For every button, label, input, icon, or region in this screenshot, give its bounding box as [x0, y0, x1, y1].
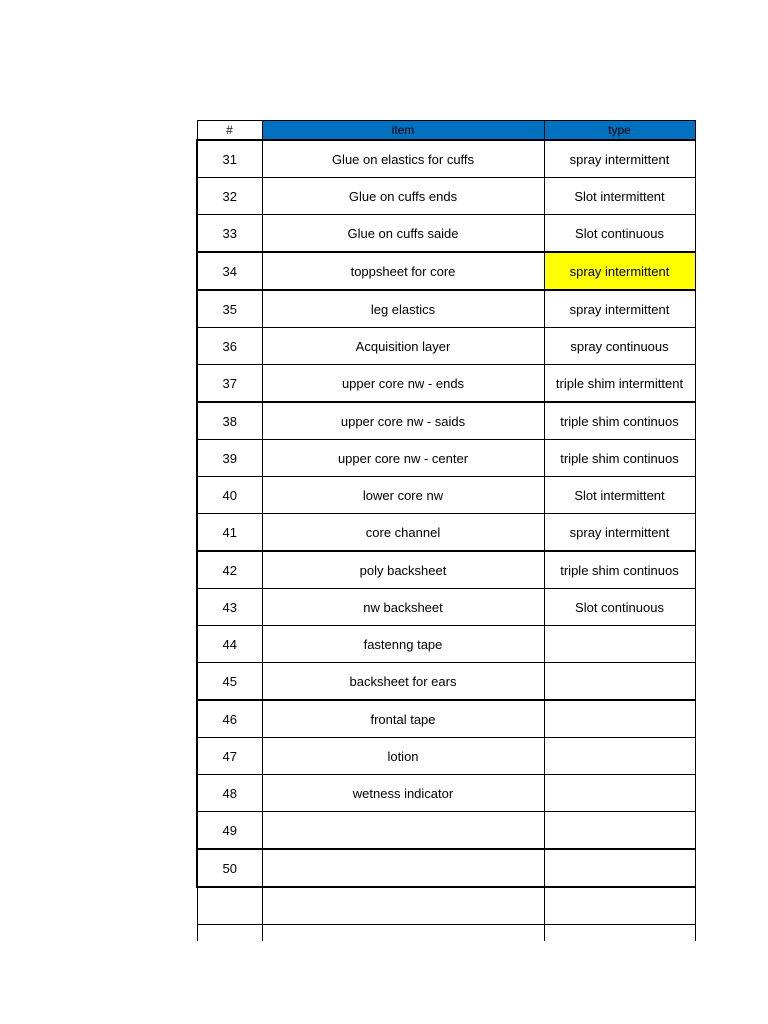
cell-type[interactable]	[544, 849, 695, 887]
table-row	[197, 365, 695, 403]
header-type[interactable]: type	[544, 121, 695, 141]
cell-num[interactable]: 45	[197, 663, 262, 701]
table-row	[197, 328, 695, 365]
cell-item[interactable]: lotion	[262, 738, 544, 775]
cell-num[interactable]: 44	[197, 626, 262, 663]
table-row	[197, 551, 695, 589]
cell-num[interactable]: 48	[197, 775, 262, 812]
cell-num[interactable]: 33	[197, 215, 262, 253]
cell-item[interactable]: Acquisition layer	[262, 328, 544, 365]
cell-item[interactable]: toppsheet for core	[262, 252, 544, 290]
cell-num[interactable]: 41	[197, 514, 262, 552]
cell-type[interactable]: Slot intermittent	[544, 477, 695, 514]
cell-num[interactable]: 43	[197, 589, 262, 626]
table-row	[197, 178, 695, 215]
cell-num[interactable]: 35	[197, 290, 262, 328]
cell-type[interactable]	[544, 812, 695, 850]
cell-type[interactable]: spray intermittent	[544, 252, 695, 290]
cell-item[interactable]: fastenng tape	[262, 626, 544, 663]
empty-cell[interactable]	[262, 887, 544, 925]
cell-item[interactable]	[262, 849, 544, 887]
item-type-table	[196, 120, 696, 941]
header-item[interactable]: item	[262, 121, 544, 141]
cell-num[interactable]: 46	[197, 700, 262, 738]
cell-num[interactable]: 32	[197, 178, 262, 215]
cell-item[interactable]: upper core nw - center	[262, 440, 544, 477]
cell-item[interactable]: frontal tape	[262, 700, 544, 738]
cell-item[interactable]: Glue on cuffs saide	[262, 215, 544, 253]
cell-type[interactable]	[544, 775, 695, 812]
cell-item[interactable]	[262, 812, 544, 850]
cell-num[interactable]: 31	[197, 140, 262, 178]
cell-item[interactable]: nw backsheet	[262, 589, 544, 626]
cell-num[interactable]: 47	[197, 738, 262, 775]
header-num[interactable]: #	[197, 121, 262, 141]
cell-type[interactable]: spray intermittent	[544, 290, 695, 328]
cell-type[interactable]: Slot intermittent	[544, 178, 695, 215]
empty-cell[interactable]	[197, 925, 262, 942]
cell-item[interactable]: lower core nw	[262, 477, 544, 514]
table-row	[197, 589, 695, 626]
cell-type[interactable]: Slot continuous	[544, 589, 695, 626]
table-row	[197, 440, 695, 477]
cell-type[interactable]	[544, 738, 695, 775]
header-row	[197, 121, 695, 141]
cell-type[interactable]: triple shim continuos	[544, 402, 695, 440]
cell-type[interactable]: Slot continuous	[544, 215, 695, 253]
cell-num[interactable]: 40	[197, 477, 262, 514]
cell-type[interactable]	[544, 663, 695, 701]
table-row	[197, 290, 695, 328]
cell-type[interactable]: spray continuous	[544, 328, 695, 365]
table-row	[197, 775, 695, 812]
table-row	[197, 477, 695, 514]
empty-cell[interactable]	[544, 925, 695, 942]
cell-item[interactable]: upper core nw - saids	[262, 402, 544, 440]
table-row	[197, 663, 695, 701]
cell-num[interactable]: 34	[197, 252, 262, 290]
cell-num[interactable]: 37	[197, 365, 262, 403]
cell-num[interactable]: 42	[197, 551, 262, 589]
table-body	[197, 140, 695, 941]
cell-num[interactable]: 49	[197, 812, 262, 850]
table-row	[197, 252, 695, 290]
cell-item[interactable]: backsheet for ears	[262, 663, 544, 701]
empty-row	[197, 887, 695, 925]
cell-type[interactable]: triple shim continuos	[544, 551, 695, 589]
cell-type[interactable]: spray intermittent	[544, 514, 695, 552]
cell-item[interactable]: core channel	[262, 514, 544, 552]
cell-type[interactable]: spray intermittent	[544, 140, 695, 178]
cell-num[interactable]: 36	[197, 328, 262, 365]
cell-item[interactable]: poly backsheet	[262, 551, 544, 589]
empty-row	[197, 925, 695, 942]
empty-cell[interactable]	[197, 887, 262, 925]
cell-num[interactable]: 38	[197, 402, 262, 440]
table-row	[197, 215, 695, 253]
table-row	[197, 140, 695, 178]
cell-item[interactable]: wetness indicator	[262, 775, 544, 812]
cell-num[interactable]: 39	[197, 440, 262, 477]
table-row	[197, 626, 695, 663]
cell-type[interactable]	[544, 700, 695, 738]
table-row	[197, 738, 695, 775]
empty-cell[interactable]	[262, 925, 544, 942]
table-row	[197, 812, 695, 850]
table-row	[197, 849, 695, 887]
cell-item[interactable]: upper core nw - ends	[262, 365, 544, 403]
cell-item[interactable]: Glue on elastics for cuffs	[262, 140, 544, 178]
empty-cell[interactable]	[544, 887, 695, 925]
table-row	[197, 402, 695, 440]
cell-type[interactable]	[544, 626, 695, 663]
cell-item[interactable]: leg elastics	[262, 290, 544, 328]
cell-item[interactable]: Glue on cuffs ends	[262, 178, 544, 215]
cell-type[interactable]: triple shim intermittent	[544, 365, 695, 403]
table-row	[197, 700, 695, 738]
cell-num[interactable]: 50	[197, 849, 262, 887]
cell-type[interactable]: triple shim continuos	[544, 440, 695, 477]
table-row	[197, 514, 695, 552]
